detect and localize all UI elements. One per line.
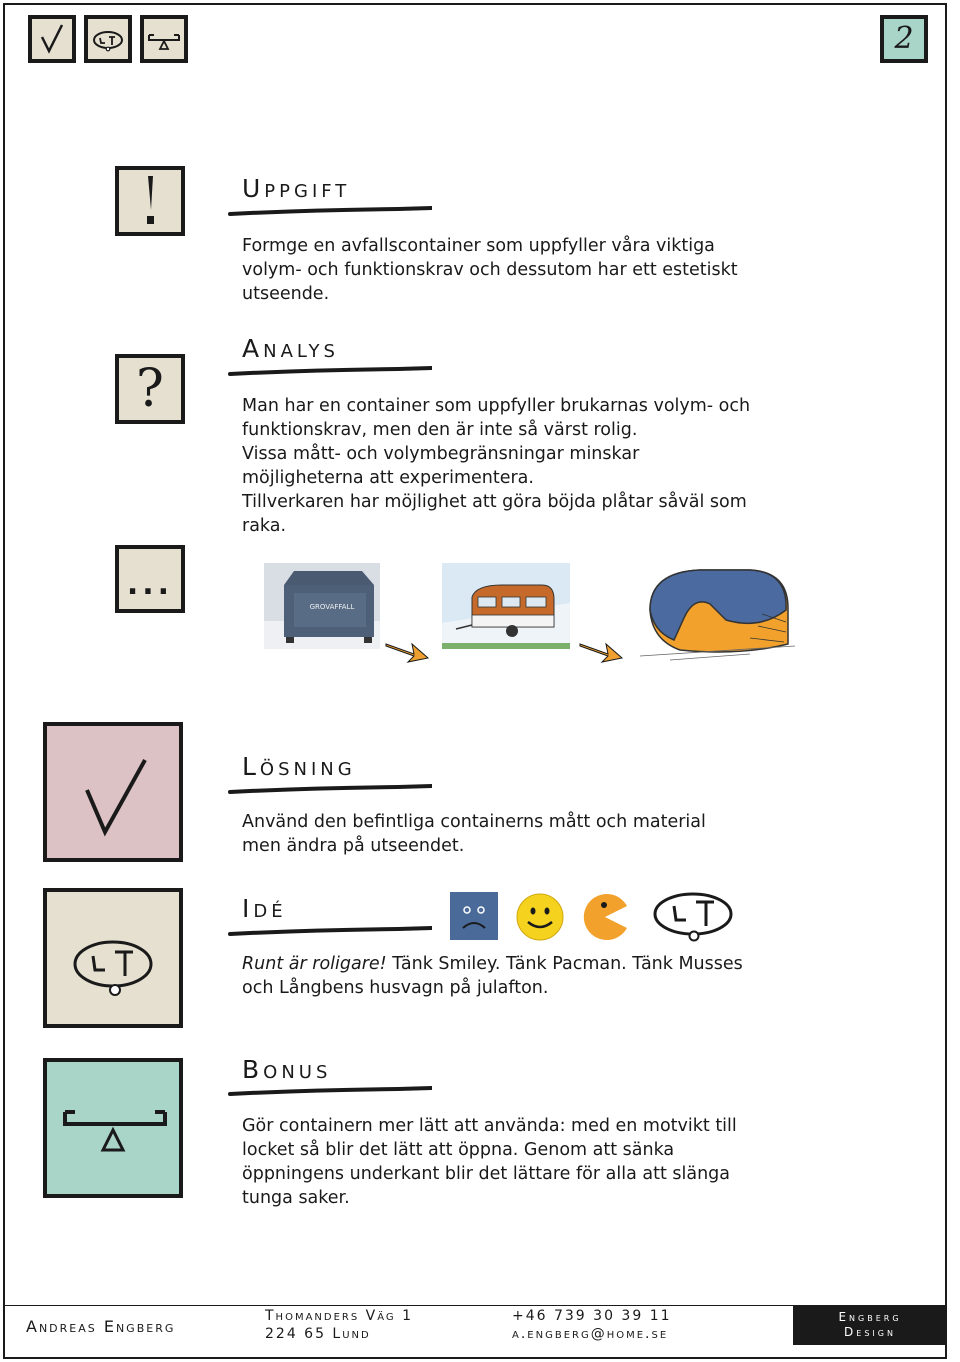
uppgift-text bbox=[242, 234, 772, 306]
arrow-icon bbox=[578, 632, 624, 664]
ide-heading: Idé bbox=[242, 894, 287, 923]
analys-heading: Analys bbox=[242, 334, 339, 363]
heading-underline bbox=[228, 1086, 432, 1098]
pacman-icon bbox=[580, 892, 630, 942]
mouse-face-icon-box bbox=[84, 15, 132, 63]
analys-line-2: Vissa mått- och volymbegränsningar minskar möjligheterna att experimentera. bbox=[242, 444, 640, 488]
logo-line-1: Engberg bbox=[838, 1310, 902, 1324]
bonus-paragraph: Gör containern mer lätt att använda: med en motvikt till locket så blir det lätt att öppna. Genom att sänka öppningens underkant blir det lättare för alla att slänga tunga saker. bbox=[242, 1116, 737, 1208]
ellipsis-icon: ... bbox=[126, 567, 174, 602]
check-icon-box bbox=[28, 15, 76, 63]
footer-phone: +46 739 30 39 11 bbox=[512, 1308, 672, 1324]
container-label: GROVAFFALL bbox=[309, 603, 355, 611]
footer-street: Thomanders Väg 1 bbox=[265, 1308, 414, 1324]
arrow-icon bbox=[384, 632, 430, 664]
ide-text bbox=[242, 952, 762, 1000]
logo-line-2: Design bbox=[844, 1325, 896, 1339]
footer-divider bbox=[3, 1305, 793, 1306]
solution-check-box bbox=[43, 722, 183, 862]
sad-face-icon bbox=[450, 892, 498, 940]
check-icon bbox=[32, 19, 72, 59]
smiley-icon bbox=[515, 892, 565, 942]
losning-heading: Lösning bbox=[242, 752, 356, 781]
mouse-face-icon bbox=[47, 892, 179, 1024]
scale-icon bbox=[47, 1062, 179, 1194]
caravan-image bbox=[442, 563, 570, 649]
footer-name: Andreas Engberg bbox=[26, 1317, 176, 1336]
heading-underline bbox=[228, 366, 432, 378]
question-icon-box bbox=[115, 354, 185, 424]
ide-italic-lead: Runt är roligare! bbox=[242, 954, 387, 974]
analys-text bbox=[242, 394, 762, 538]
uppgift-paragraph: Formge en avfallscontainer som uppfyller våra viktiga volym- och funktionskrav och dessutom har ett estetiskt utseende. bbox=[242, 236, 738, 304]
question-icon: ? bbox=[136, 359, 164, 419]
mouse-face-icon bbox=[650, 888, 736, 944]
heading-underline bbox=[228, 206, 432, 218]
ide-rest: Tänk Smiley. Tänk Pacman. Tänk Musses och Långbens husvagn på julafton. bbox=[242, 954, 743, 998]
page-number-box bbox=[880, 15, 928, 63]
page-number: 2 bbox=[894, 21, 914, 56]
footer-email: a.engberg@home.se bbox=[512, 1326, 669, 1342]
heading-underline bbox=[228, 784, 432, 796]
bonus-text bbox=[242, 1114, 772, 1210]
footer-logo bbox=[793, 1305, 947, 1345]
scale-icon bbox=[144, 19, 184, 59]
scale-icon-box bbox=[140, 15, 188, 63]
ide-paragraph bbox=[242, 952, 762, 1000]
exclamation-icon bbox=[119, 170, 181, 232]
idea-face-box bbox=[43, 888, 183, 1028]
ellipsis-icon-box bbox=[115, 545, 185, 613]
footer-city: 224 65 Lund bbox=[265, 1326, 371, 1342]
rounded-container-sketch bbox=[630, 560, 805, 664]
analys-line-1: Man har en container som uppfyller brukarnas volym- och funktionskrav, men den är inte så värst rolig. bbox=[242, 396, 751, 440]
losning-text bbox=[242, 810, 742, 858]
bonus-heading: Bonus bbox=[242, 1055, 332, 1084]
bonus-scale-box bbox=[43, 1058, 183, 1198]
uppgift-heading: Uppgift bbox=[242, 174, 351, 203]
container-photo bbox=[264, 563, 380, 649]
mouse-face-icon bbox=[88, 19, 128, 59]
exclamation-icon-box bbox=[115, 166, 185, 236]
footer bbox=[0, 1305, 960, 1362]
analys-line-3: Tillverkaren har möjlighet att göra böjda plåtar såväl som raka. bbox=[242, 492, 747, 536]
heading-underline bbox=[228, 926, 432, 938]
losning-paragraph: Använd den befintliga containerns mått och material men ändra på utseendet. bbox=[242, 812, 706, 856]
check-icon bbox=[47, 726, 179, 858]
